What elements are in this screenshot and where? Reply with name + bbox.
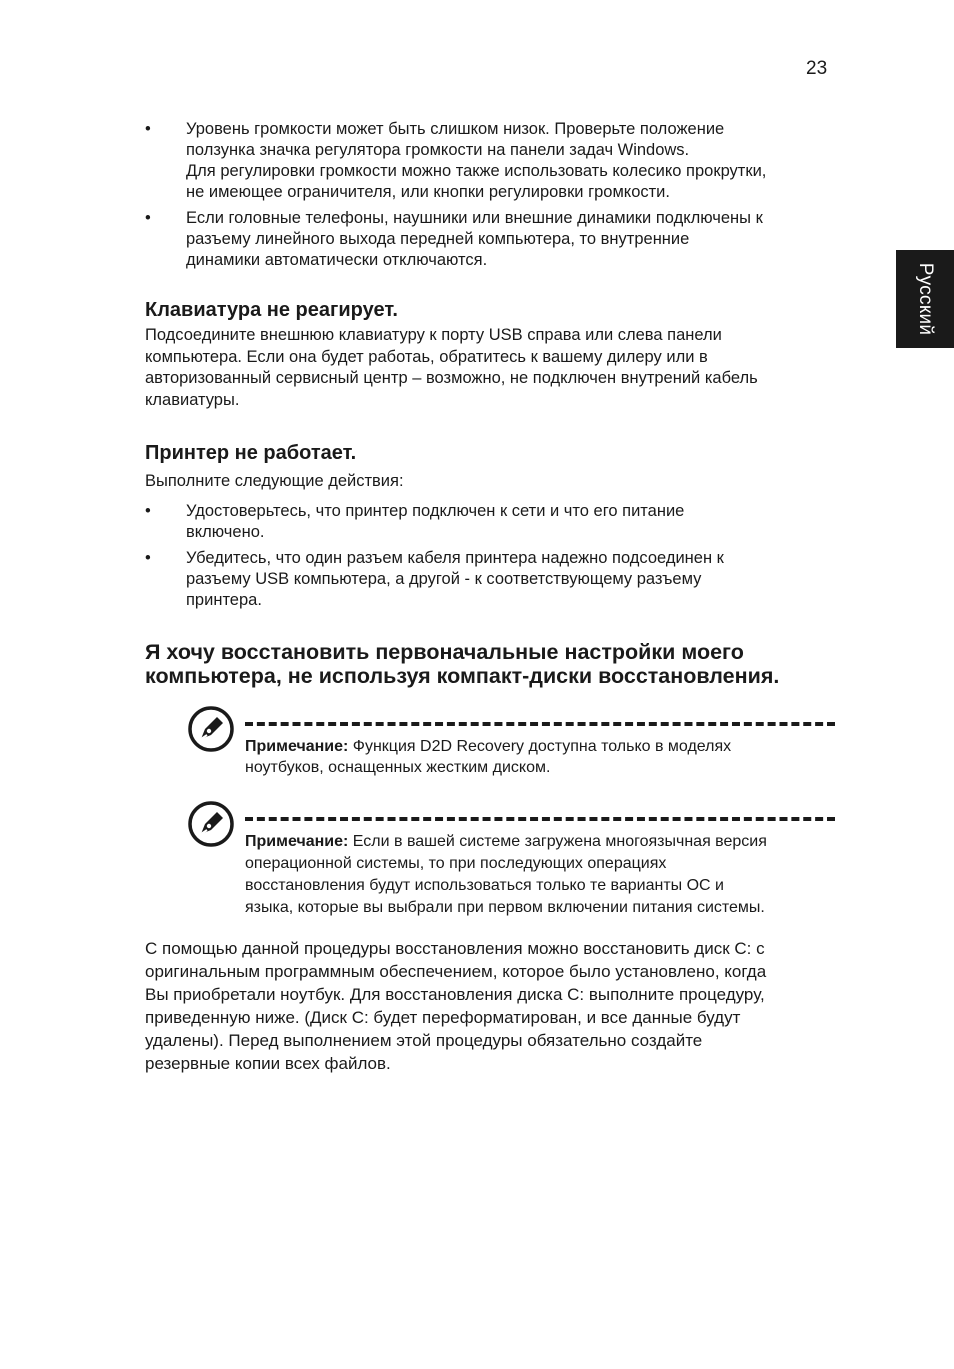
note-label: Примечание: [245, 737, 349, 755]
bullet-mark: • [145, 120, 151, 138]
recovery-heading [145, 640, 835, 688]
paragraph-line: оригинальным программным обеспечением, которое было установлено, когда [145, 962, 767, 982]
bullet-text-line: ползунка значка регулятора громкости на панели задач Windows. [186, 141, 690, 159]
bullet-text-line: принтера. [186, 590, 262, 609]
paragraph-line: авторизованный сервисный центр – возможно, не подключен внутрений кабель [145, 369, 758, 388]
printer-bullets [145, 501, 835, 611]
bullet-text-line: динамики автоматически отключаются. [186, 251, 488, 269]
bullet-mark: • [145, 548, 151, 567]
paragraph-line: С помощью данной процедуры восстановления можно восстановить диск C: с [145, 939, 765, 959]
note-line: восстановления будут использоваться только те варианты ОС и [245, 876, 724, 894]
printer-intro: Выполните следующие действия: [145, 471, 404, 490]
bullet-text-line: не имеющее ограничителя, или кнопки регулировки громкости. [186, 183, 670, 201]
paragraph-line: удалены). Перед выполнением этой процедуры обязательно создайте [145, 1031, 703, 1051]
language-tab [896, 250, 954, 348]
page-number: 23 [806, 58, 828, 79]
bullet-text-line: разъему USB компьютера, а другой - к соответствующему разъему [186, 569, 702, 588]
note-line-text: Функция D2D Recovery доступна только в моделях [348, 737, 732, 755]
list-item [145, 208, 835, 271]
volume-bullets [145, 119, 835, 271]
list-item [145, 501, 835, 543]
printer-heading: Принтер не работает. [145, 441, 357, 464]
note-label: Примечание: [245, 833, 349, 851]
paragraph-line: клавиатуры. [145, 391, 240, 410]
bullet-text-line: Если головные телефоны, наушники или внешние динамики подключены к [186, 209, 763, 227]
note-text [245, 736, 835, 780]
bullet-text-line: разъему линейного выхода передней компьютера, то внутренние [186, 230, 690, 248]
note-line: языка, которые вы выбрали при первом включении питания системы. [245, 898, 765, 916]
note-line [245, 736, 835, 758]
note-text [245, 831, 835, 918]
bullet-mark: • [145, 501, 151, 520]
recovery-paragraph [145, 937, 835, 1075]
heading-line: Я хочу восстановить первоначальные настройки моего [145, 639, 744, 664]
note-pen-icon [187, 800, 235, 848]
note-divider [245, 817, 835, 821]
note-block [187, 800, 835, 918]
note-divider [245, 722, 835, 726]
note-line [245, 831, 835, 853]
paragraph-line: резервные копии всех файлов. [145, 1054, 391, 1074]
bullet-mark: • [145, 209, 151, 227]
bullet-text-line: Убедитесь, что один разъем кабеля принтера надежно подсоединен к [186, 548, 724, 567]
bullet-text-line: Удостоверьтесь, что принтер подключен к сети и что его питание [186, 501, 685, 520]
note-block [187, 705, 835, 780]
bullet-text-line: Уровень громкости может быть слишком низок. Проверьте положение [186, 120, 725, 138]
keyboard-heading: Клавиатура не реагирует. [145, 299, 398, 321]
heading-line: компьютера, не используя компакт-диски восстановления. [145, 663, 780, 688]
note-line-text: Если в вашей системе загружена многоязычная версия [348, 833, 767, 851]
note-pen-icon [187, 705, 235, 753]
paragraph-line: Вы приобретали ноутбук. Для восстановления диска C: выполните процедуру, [145, 985, 765, 1005]
bullet-text-line: включено. [186, 522, 265, 541]
page-content [145, 119, 835, 1075]
list-item [145, 548, 835, 611]
language-tab-label: Русский [915, 262, 936, 336]
list-item [145, 119, 835, 203]
keyboard-paragraph [145, 325, 835, 412]
paragraph-line: приведенную ниже. (Диск C: будет переформатирован, и все данные будут [145, 1008, 741, 1028]
paragraph-line: компьютера. Если она будет работаь, обратитесь к вашему дилеру или в [145, 347, 708, 366]
note-line: ноутбуков, оснащенных жестким диском. [245, 759, 551, 777]
bullet-text-line: Для регулировки громкости можно также использовать колесико прокрутки, [186, 162, 767, 180]
paragraph-line: Подсоедините внешнюю клавиатуру к порту USB справа или слева панели [145, 326, 722, 344]
note-line: операционной системы, то при последующих операциях [245, 854, 667, 872]
